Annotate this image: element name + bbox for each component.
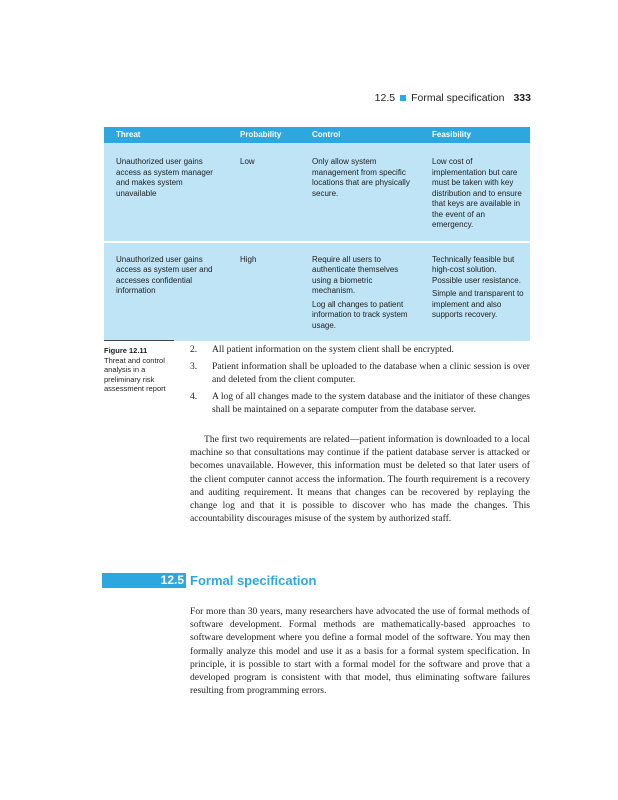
figure-caption-text: Threat and control analysis in a preliminary risk assessment report (104, 355, 166, 393)
square-bullet-icon (400, 95, 406, 101)
list-item: 3. Patient information shall be uploaded to the database when a clinic session is over and deleted from the client computer. (190, 361, 530, 385)
cell-probability: Low (228, 143, 300, 242)
cell-feasibility: Technically feasible but high-cost solution. Possible user resistance. Simple and transparent to implement and also supports recovery. (420, 242, 530, 342)
column-header-feasibility: Feasibility (420, 127, 530, 143)
figure-label: Figure 12.11 (104, 346, 148, 355)
column-header-probability: Probability (228, 127, 300, 143)
list-item: 4. A log of all changes made to the system database and the initiator of these changes shall be maintained on a separate computer from the database server. (190, 391, 530, 415)
cell-threat: Unauthorized user gains access as system user and accesses confidential information (104, 242, 228, 342)
body-paragraph: For more than 30 years, many researchers have advocated the use of formal methods of software development. Formal methods are mathematically-based approaches to software development where you define a formal model of the software. You may then formally analyze this model and use it as a basis for a formal system specification. In principle, it is possible to start with a formal model for the software and prove that a developed program is consistent with that model, thus eliminating software failures resulting from programming errors. (190, 606, 530, 697)
running-head (375, 92, 531, 104)
column-header-control: Control (300, 127, 420, 143)
table-row (104, 242, 530, 342)
section-number: 12.5 (160, 573, 184, 587)
requirements-list (190, 343, 530, 420)
cell-probability: High (228, 242, 300, 342)
page-number: 333 (513, 92, 531, 104)
column-header-threat: Threat (104, 127, 228, 143)
cell-control: Require all users to authenticate themselves using a biometric mechanism. Log all changes to patient information to track system usage. (300, 242, 420, 342)
risk-assessment-table (104, 127, 530, 341)
figure-caption (104, 340, 174, 394)
header-section-number: 12.5 (374, 92, 396, 104)
body-paragraph: The first two requirements are related—patient information is downloaded to a local machine so that consultations may continue if the patient database server is attacked or becomes unavailable. However, this information must be deleted so that later users of the client computer cannot access the information. The fourth requirement is a recovery and auditing requirement. It means that changes can be recovered by replaying the change log and that it is possible to discover who has made the changes. This accountability discourages misuse of the system by authorized staff. (190, 434, 530, 525)
header-title: Formal specification (411, 92, 505, 104)
list-item: 2. All patient information on the system client shall be encrypted. (190, 344, 454, 355)
table-row (104, 143, 530, 242)
cell-feasibility: Low cost of implementation but care must be taken with key distribution and to ensure that keys are available in the event of an emergency. (420, 143, 530, 242)
section-title: Formal specification (190, 573, 317, 588)
cell-threat: Unauthorized user gains access as system manager and makes system unavailable (104, 143, 228, 242)
cell-control: Only allow system management from specific locations that are physically secure. (300, 143, 420, 242)
table-header-row (104, 127, 530, 143)
section-number-bar (102, 573, 186, 588)
